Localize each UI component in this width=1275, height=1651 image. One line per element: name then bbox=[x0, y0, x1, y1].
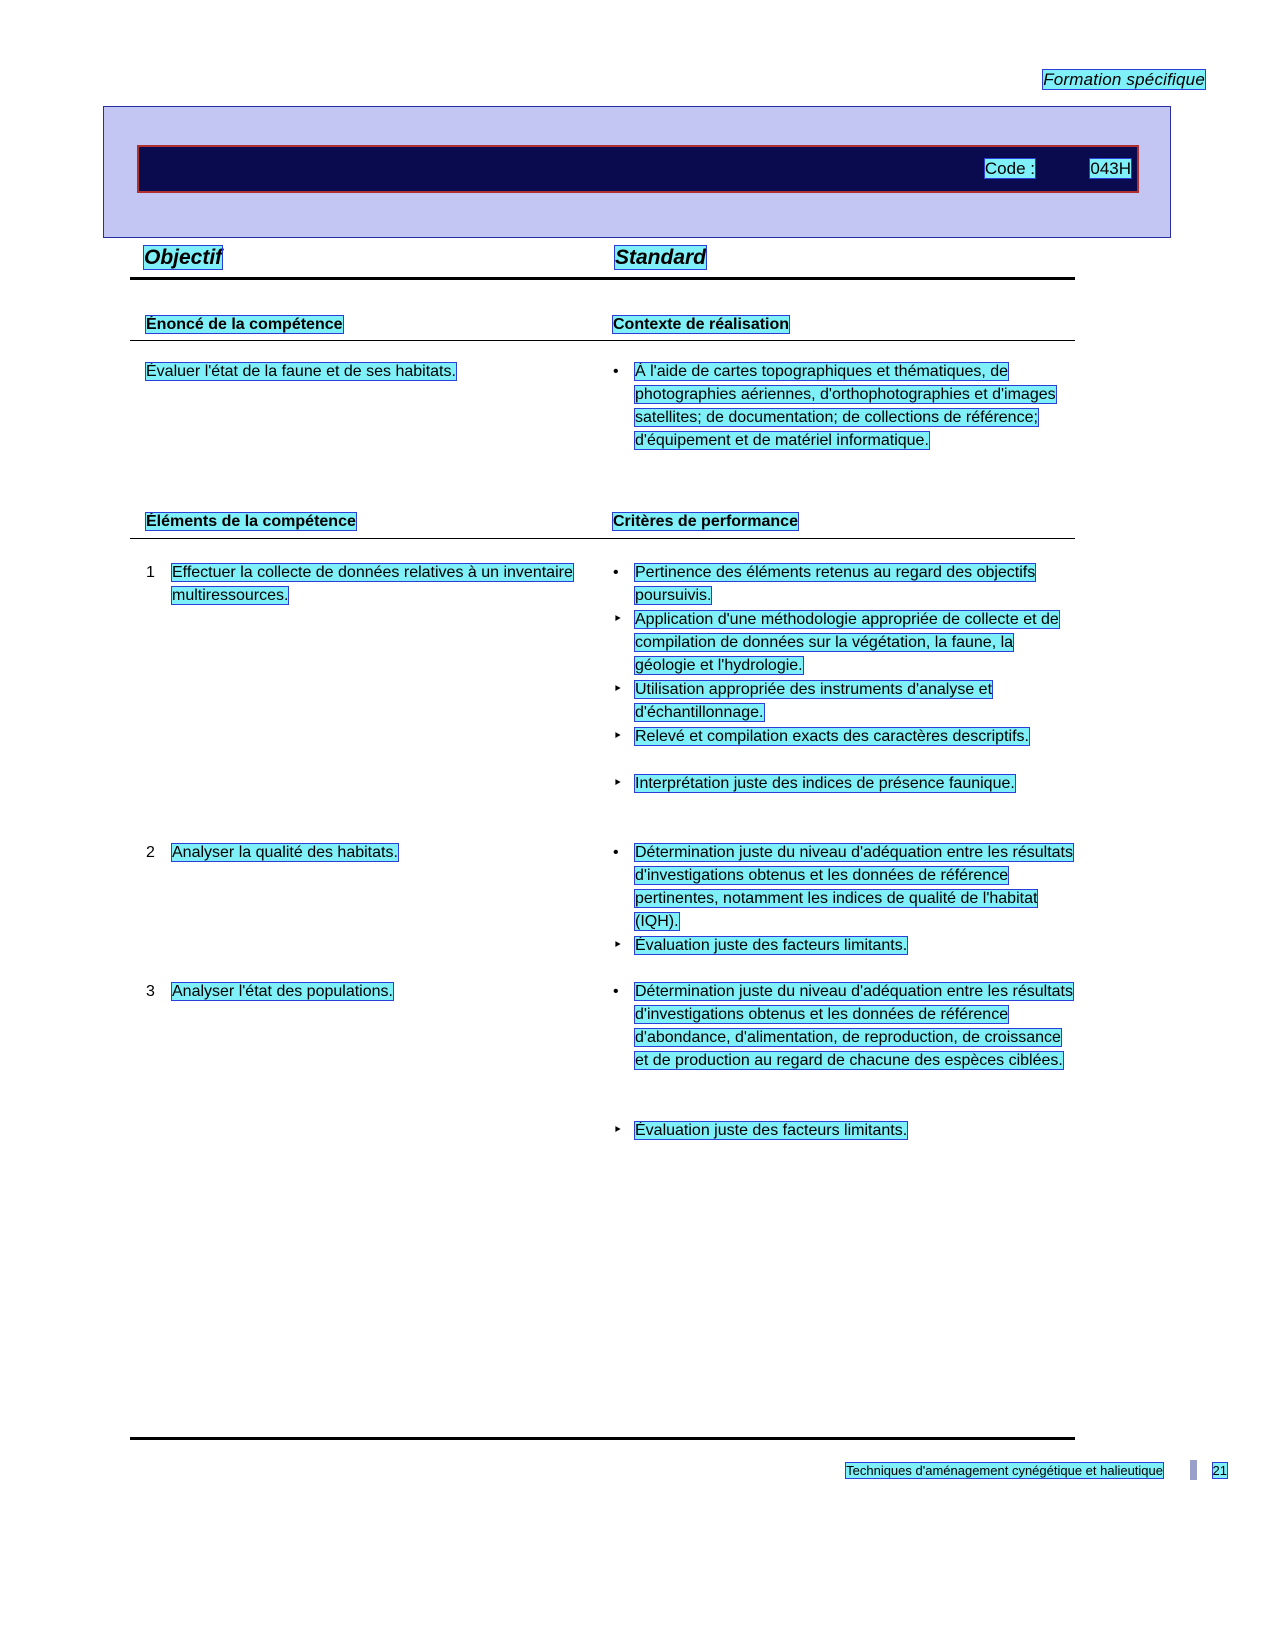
footer-separator bbox=[1190, 1460, 1197, 1480]
element-number: 3 bbox=[146, 983, 155, 1000]
enonce-text: Évaluer l'état de la faune et de ses habitats. bbox=[146, 363, 456, 380]
enonce-heading: Énoncé de la compétence bbox=[146, 316, 343, 333]
formation-specifique-label bbox=[1043, 70, 1205, 90]
standard-heading: Standard bbox=[615, 246, 707, 269]
bullet-triangle-icon: ‣ bbox=[613, 611, 623, 628]
bullet-dot-icon: • bbox=[613, 363, 619, 380]
critere-item: • Pertinence des éléments retenus au regard des objectifs poursuivis. bbox=[613, 561, 1073, 607]
critere-item: ‣ Relevé et compilation exacts des caractères descriptifs. bbox=[613, 725, 1073, 748]
code-label: Code : bbox=[984, 159, 1035, 178]
element-text: Analyser l'état des populations. bbox=[172, 983, 393, 1000]
code-banner-inner bbox=[137, 145, 1139, 193]
footer-divider bbox=[130, 1437, 1075, 1440]
bullet-triangle-icon: ‣ bbox=[613, 728, 623, 745]
objectif-standard-headings bbox=[130, 246, 1075, 276]
formation-specifique-text: Formation spécifique bbox=[1043, 70, 1205, 89]
element-text: Effectuer la collecte de données relatives à un inventaire multiressources. bbox=[172, 564, 573, 604]
element-text: Analyser la qualité des habitats. bbox=[172, 844, 398, 861]
divider-objectif-standard bbox=[130, 277, 1075, 280]
element-number: 2 bbox=[146, 844, 155, 861]
footer-program: Techniques d'aménagement cynégétique et halieutique bbox=[846, 1463, 1163, 1478]
critere-item: ‣ Utilisation appropriée des instruments d'analyse et d'échantillonnage. bbox=[613, 678, 1073, 724]
critere-item: ‣ Interprétation juste des indices de présence faunique. bbox=[613, 772, 1073, 795]
code-value: 043H bbox=[1090, 159, 1131, 178]
bullet-triangle-icon: ‣ bbox=[613, 1122, 623, 1139]
bullet-triangle-icon: ‣ bbox=[613, 775, 623, 792]
contexte-item: • À l'aide de cartes topographiques et thématiques, de photographies aériennes, d'orthophotographies et d'images satellites; de documentation; de collections de référence; d'équipement et de matériel informatique. bbox=[613, 360, 1073, 452]
critere-item: • Détermination juste du niveau d'adéquation entre les résultats d'investigations obtenus et les données de référence d'abondance, d'alimentation, de reproduction, de croissance et de production au regard de chacune des espèces ciblées. bbox=[613, 980, 1073, 1072]
element-item bbox=[146, 561, 586, 607]
code-banner bbox=[103, 106, 1171, 238]
critere-item: ‣ Application d'une méthodologie appropriée de collecte et de compilation de données sur la végétation, la faune, la géologie et l'hydrologie. bbox=[613, 608, 1073, 677]
bullet-dot-icon: • bbox=[613, 983, 619, 1000]
critere-item: • Détermination juste du niveau d'adéquation entre les résultats d'investigations obtenus et les données de référence pertinentes, notamment les indices de qualité de l'habitat (IQH). bbox=[613, 841, 1073, 933]
critere-item: ‣ Évaluation juste des facteurs limitants. bbox=[613, 1119, 1073, 1142]
divider-enonce bbox=[130, 340, 1075, 341]
bullet-dot-icon: • bbox=[613, 564, 619, 581]
critere-item: ‣ Évaluation juste des facteurs limitants. bbox=[613, 934, 1073, 957]
footer-page-number: 21 bbox=[1212, 1463, 1227, 1478]
bullet-triangle-icon: ‣ bbox=[613, 937, 623, 954]
element-item bbox=[146, 841, 586, 864]
contexte-heading: Contexte de réalisation bbox=[613, 316, 790, 333]
element-item bbox=[146, 980, 586, 1003]
elements-heading: Éléments de la compétence bbox=[146, 513, 356, 530]
bullet-triangle-icon: ‣ bbox=[613, 681, 623, 698]
criteres-heading: Critères de performance bbox=[613, 513, 798, 530]
element-number: 1 bbox=[146, 564, 155, 581]
divider-elements bbox=[130, 538, 1075, 539]
bullet-dot-icon: • bbox=[613, 844, 619, 861]
objectif-heading: Objectif bbox=[144, 246, 223, 269]
